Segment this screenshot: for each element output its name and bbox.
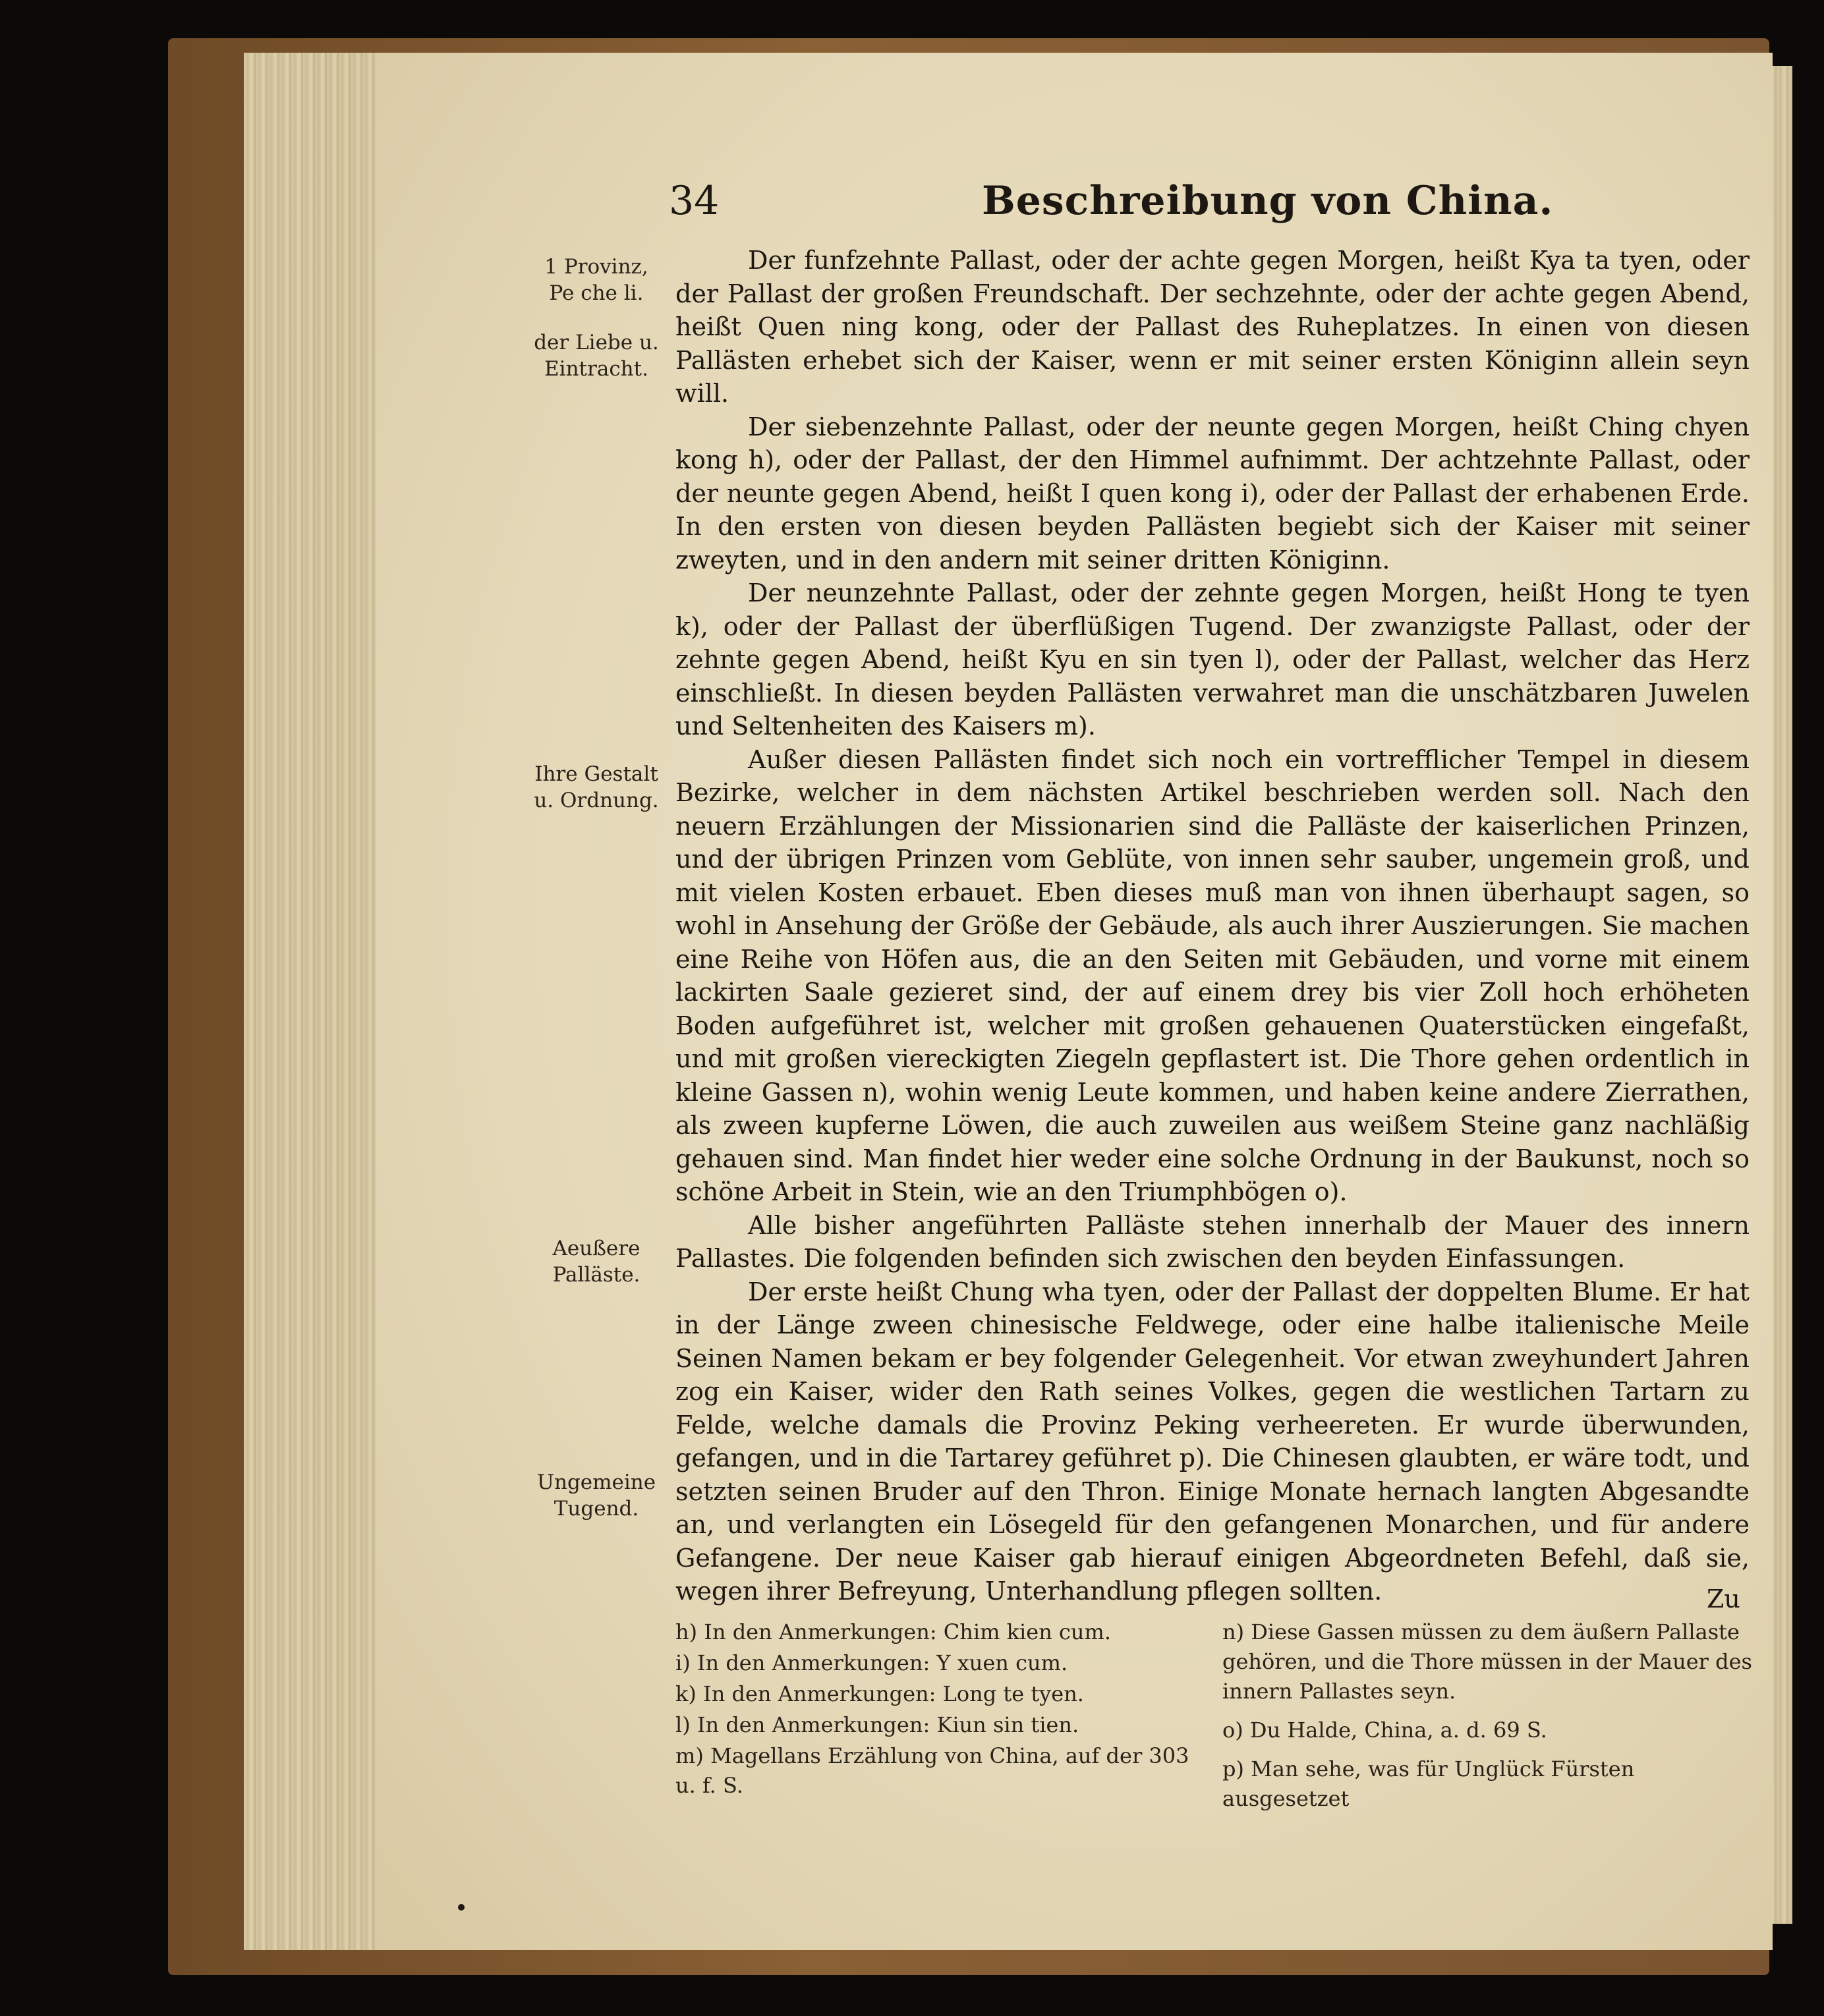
paragraph: Der siebenzehnte Pallast, oder der neunte gegen Morgen, heißt Ching chyen kong h), oder der Pallast, der den Himmel aufnimmt. Der achtzehnte Pallast, oder der neunte gegen Abend, heißt I quen kong i), oder der Pallast der erhabenen Erde. In den ersten von diesen beyden Pallästen begiebt sich der Kaiser mit seiner zweyten, und in den andern mit seiner dritten Königinn. [675, 412, 1750, 574]
paragraph: Der erste heißt Chung wha tyen, oder der Pallast der doppelten Blume. Er hat in der Länge zween chinesische Feldwege, oder eine halbe italienische Meile Seinen Namen bekam er bey folgender Gelegenheit. Vor etwan zweyhundert Jahren zog ein Kaiser, wider den Rath seines Volkes, gegen die westlichen Tartarn zu Felde, welche damals die Provinz Peking verheereten. Er wurde überwunden, gefangen, und in die Tartarey geführet p). Die Chinesen glaubten, er wäre todt, und setzten seinen Bruder auf den Thron. Einige Monate hernach langten Abgesandte an, und verlangten ein Lösegeld für den gefangenen Monarchen, und für andere Gefangene. Der neue Kaiser gab hierauf einigen Abgeordneten Befehl, daß sie, wegen ihrer Befreyung, Unterhandlung pflegen sollten. [675, 1277, 1750, 1606]
margin-note: 1 Provinz, Pe che li. [544, 255, 648, 305]
running-title: Beschreibung von China. [982, 178, 1554, 224]
footnote: k) In den Anmerkungen: Long te tyen. [675, 1681, 1084, 1706]
footnotes-left [675, 1617, 1216, 1802]
footnote: p) Man sehe, was für Unglück Fürsten ausgesetzet [1222, 1756, 1635, 1811]
footnote: n) Diese Gassen müssen zu dem äußern Pallaste gehören, und die Thore müssen in der Mauer des innern Pallastes seyn. [1222, 1619, 1752, 1704]
margin-note: Aeußere Palläste. [552, 1237, 641, 1287]
catchword: Zu [1707, 1584, 1740, 1613]
footnote: i) In den Anmerkungen: Y xuen cum. [675, 1650, 1068, 1675]
footnote: h) In den Anmerkungen: Chim kien cum. [675, 1619, 1112, 1644]
margin-note: Ihre Gestalt u. Ordnung. [534, 762, 659, 812]
paragraph: Der funfzehnte Pallast, oder der achte gegen Morgen, heißt Kya ta tyen, oder der Pallast der großen Freundschaft. Der sechzehnte, oder der achte gegen Abend, heißt Quen ning kong, oder der Pallast des Ruheplatzes. In einen von diesen Pallästen erhebet sich der Kaiser, wenn er mit seiner ersten Königinn allein seyn will. [675, 246, 1750, 408]
margin-note: Ungemeine Tugend. [536, 1470, 656, 1521]
page-number: 34 [669, 178, 720, 224]
main-text [675, 244, 1750, 1608]
paragraph: Alle bisher angeführten Palläste stehen innerhalb der Mauer des innern Pallastes. Die folgenden befinden sich zwischen den beyden Einfassungen. [675, 1210, 1750, 1273]
margin-note: der Liebe u. Eintracht. [534, 331, 659, 381]
page-header [376, 178, 1773, 250]
paragraph: Der neunzehnte Pallast, oder der zehnte gegen Morgen, heißt Hong te tyen k), oder der Pallast der überflüßigen Tugend. Der zwanzigste Pallast, oder der zehnte gegen Abend, heißt Kyu en sin tyen l), oder der Pallast, welcher das Herz einschließt. In diesen beyden Pallästen verwahret man die unschätzbaren Juwelen und Seltenheiten des Kaisers m). [675, 578, 1750, 741]
footnotes-right [1222, 1617, 1756, 1815]
page-edges [244, 53, 376, 1950]
ink-dot [458, 1904, 465, 1911]
book-page [376, 53, 1773, 1950]
footnote: o) Du Halde, China, a. d. 69 S. [1222, 1718, 1547, 1743]
footnote: m) Magellans Erzählung von China, auf der 303 u. f. S. [675, 1743, 1189, 1798]
paragraph: Außer diesen Pallästen findet sich noch ein vortrefflicher Tempel in diesem Bezirke, welcher in dem nächsten Artikel beschrieben werden soll. Nach den neuern Erzählungen der Missionarien sind die Palläste der kaiserlichen Prinzen, und der übrigen Prinzen vom Geblüte, von innen sehr sauber, ungemein groß, und mit vielen Kosten erbauet. Eben dieses muß man von ihnen überhaupt sagen, so wohl in Ansehung der Größe der Gebäude, als auch ihrer Auszierungen. Sie machen eine Reihe von Höfen aus, die an den Seiten mit Gebäuden, und vorne mit einem lackirten Saale gezieret sind, der auf einem drey bis vier Zoll hoch erhöheten Boden aufgeführet ist, welcher mit großen gehauenen Quaterstücken eingefaßt, und mit großen viereckigten Ziegeln gepflastert ist. Die Thore gehen ordentlich in kleine Gassen n), wohin wenig Leute kommen, und haben keine andere Zierrathen, als zween kupferne Löwen, die auch zuweilen aus weißem Steine ganz nachläßig gehauen sind. Man findet hier weder eine solche Ordnung in der Baukunst, noch so schöne Arbeit in Stein, wie an den Triumphbögen o). [675, 744, 1750, 1206]
footnote: l) In den Anmerkungen: Kiun sin tien. [675, 1712, 1079, 1737]
